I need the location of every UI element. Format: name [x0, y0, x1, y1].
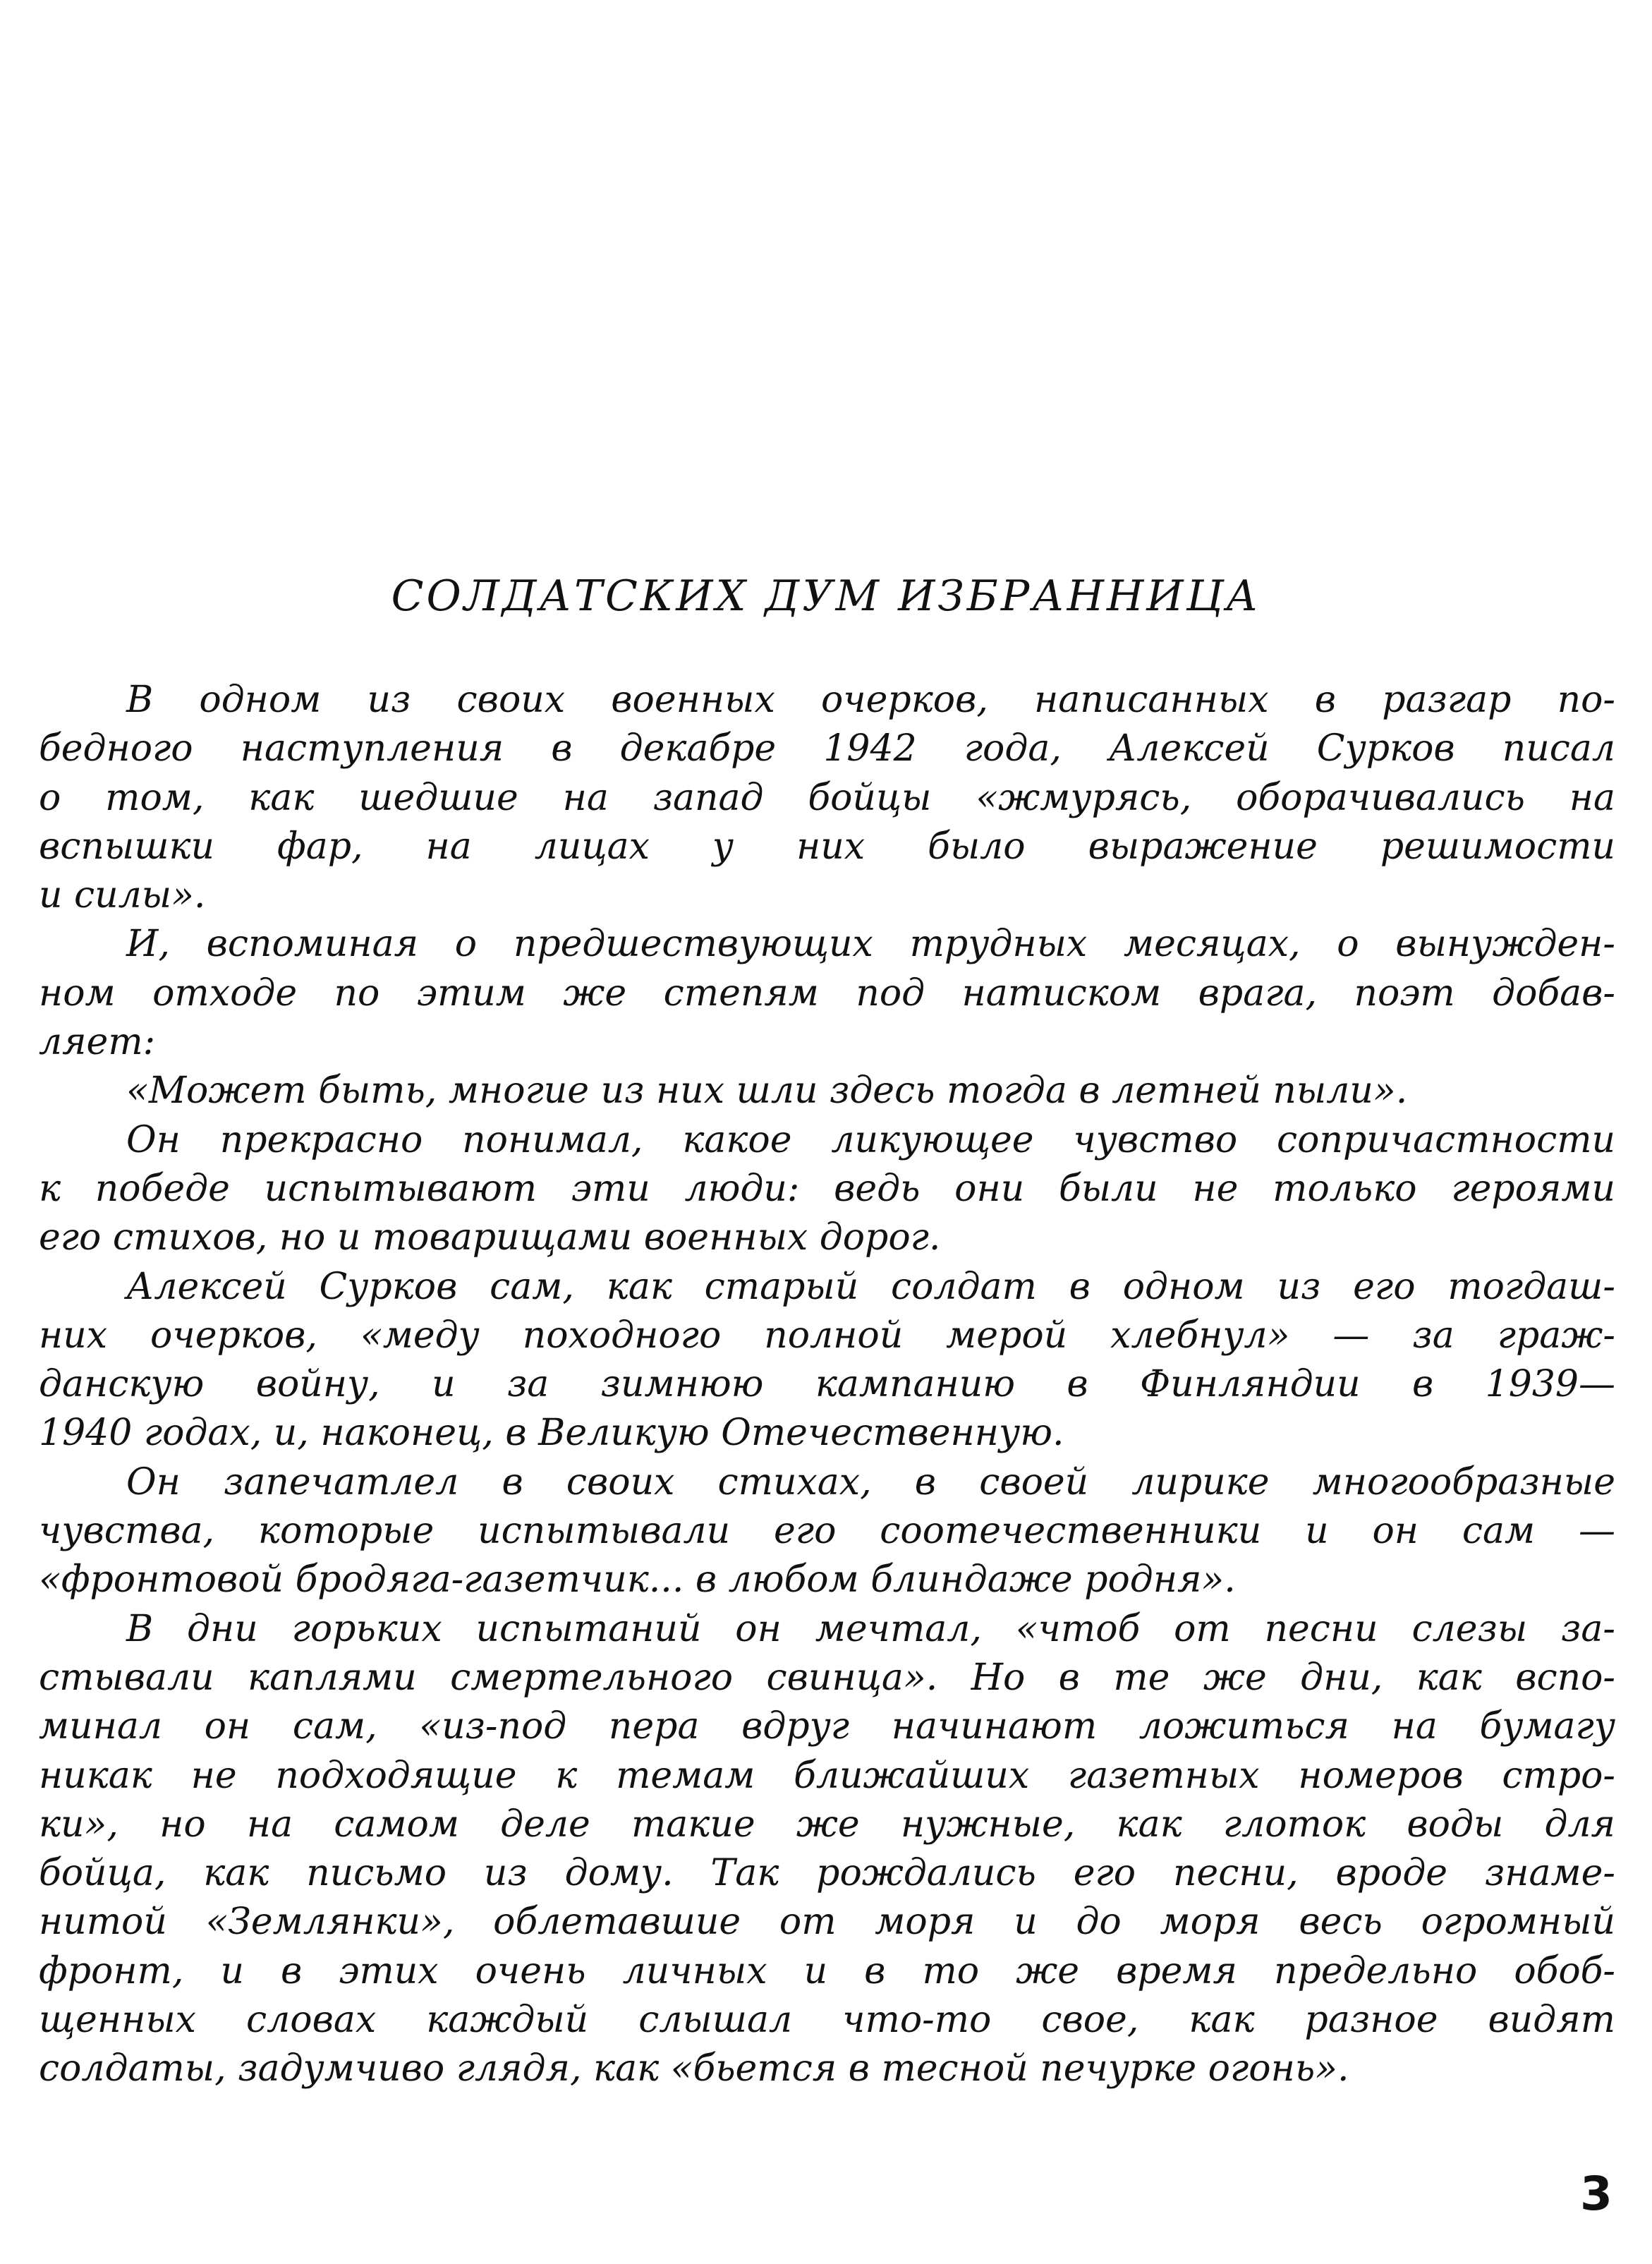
text-line: бойца, как письмо из дому. Так рождались его песни, вроде знаме-: [39, 1852, 1615, 1895]
text-line: «Может быть, многие из них шли здесь тогда в летней пыли».: [126, 1070, 1408, 1113]
text-line: вспышки фар, на лицах у них было выражение решимости: [39, 825, 1615, 868]
text-line: них очерков, «меду походного полной мерой хлебнул» — за граж-: [39, 1314, 1615, 1357]
text-line: В одном из своих военных очерков, написанных в разгар по-: [126, 679, 1615, 721]
text-line: минал он сам, «из-под пера вдруг начинают ложиться на бумагу: [39, 1705, 1615, 1748]
paragraph: [39, 1067, 1615, 1115]
text-line: бедного наступления в декабре 1942 года, Алексей Сурков писал: [39, 727, 1615, 770]
text-line: Алексей Сурков сам, как старый солдат в одном из его тогдаш-: [126, 1265, 1615, 1308]
paragraph: [39, 676, 1615, 920]
text-line: фронт, и в этих очень личных и в то же время предельно обоб-: [39, 1949, 1615, 1992]
paragraph: [39, 1116, 1615, 1263]
text-line: ляет:: [39, 1021, 156, 1064]
text-line: ки», но на самом деле такие же нужные, как глоток воды для: [39, 1803, 1615, 1846]
text-line: И, вспоминая о предшествующих трудных месяцах, о вынужден-: [126, 923, 1615, 966]
page-number: 3: [1580, 2167, 1612, 2221]
text-line: ном отходе по этим же степям под натиском врага, поэт добав-: [39, 971, 1615, 1015]
text-line: «фронтовой бродяга-газетчик... в любом блиндаже родня».: [39, 1558, 1236, 1602]
text-line: щенных словах каждый слышал что-то свое, как разное видят: [39, 1999, 1615, 2042]
text-line: о том, как шедшие на запад бойцы «жмурясь, оборачивались на: [39, 776, 1615, 819]
body-text: [39, 676, 1615, 2094]
text-line: его стихов, но и товарищами военных дорог.: [39, 1216, 941, 1259]
paragraph: [39, 920, 1615, 1067]
paragraph: [39, 1458, 1615, 1605]
text-line: к победе испытывают эти люди: ведь они были не только героями: [39, 1167, 1615, 1210]
text-line: 1940 годах, и, наконец, в Великую Отечественную.: [39, 1412, 1064, 1455]
chapter-title: СОЛДАТСКИХ ДУМ ИЗБРАННИЦА: [391, 571, 1261, 621]
text-line: солдаты, задумчиво глядя, как «бьется в тесной печурке огонь».: [39, 2047, 1349, 2090]
text-line: Он прекрасно понимал, какое ликующее чувство сопричастности: [126, 1118, 1615, 1161]
text-line: и силы».: [39, 874, 206, 917]
text-line: стывали каплями смертельного свинца». Но в те же дни, как вспо-: [39, 1656, 1615, 1699]
text-line: чувства, которые испытывали его соотечественники и он сам —: [39, 1510, 1615, 1553]
paragraph: [39, 1263, 1615, 1458]
text-line: нитой «Землянки», облетавшие от моря и до моря весь огромный: [39, 1901, 1615, 1944]
text-line: Он запечатлел в своих стихах, в своей лирике многообразные: [126, 1460, 1615, 1503]
text-line: В дни горьких испытаний он мечтал, «чтоб от песни слезы за-: [126, 1607, 1615, 1650]
paragraph: [39, 1605, 1615, 2094]
text-line: никак не подходящие к темам ближайших газетных номеров стро-: [39, 1754, 1615, 1797]
text-line: данскую войну, и за зимнюю кампанию в Финляндии в 1939—: [39, 1363, 1615, 1406]
